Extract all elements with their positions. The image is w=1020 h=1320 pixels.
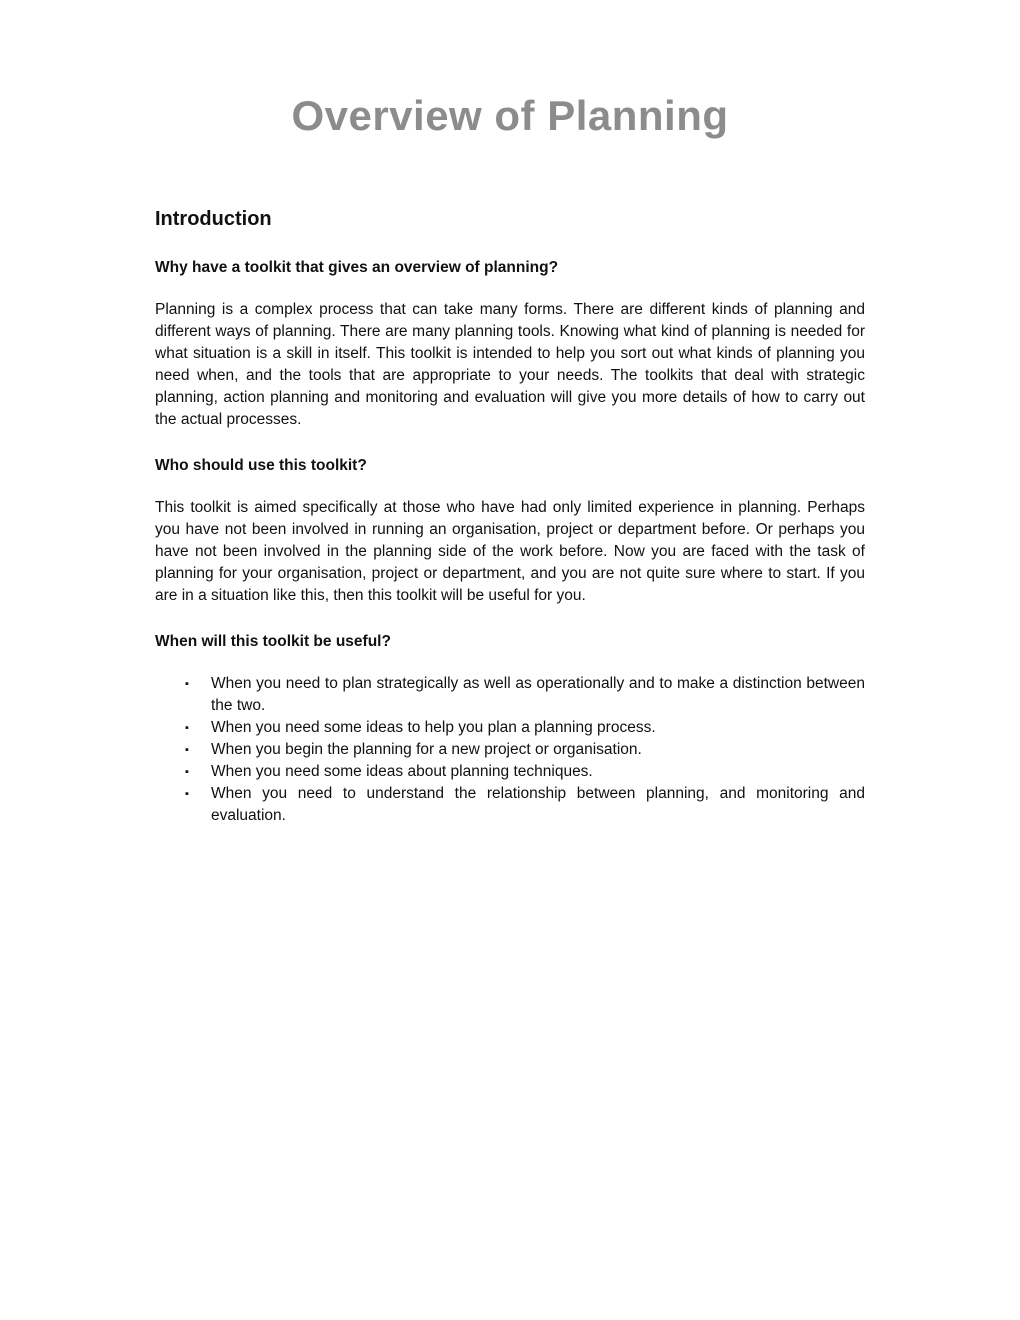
list-item [185,673,865,717]
list-item-text: When you need some ideas about planning techniques. [211,763,593,780]
square-bullet-icon: ▪ [185,788,189,800]
square-bullet-icon: ▪ [185,766,189,778]
list-item-text: When you begin the planning for a new project or organisation. [211,741,642,758]
intro-heading: Introduction [155,208,272,230]
square-bullet-icon: ▪ [185,678,189,690]
list-item [185,717,865,739]
list-item-text: When you need some ideas to help you plan a planning process. [211,719,656,736]
list-item-text: When you need to plan strategically as well as operationally and to make a distinction between the two. [211,675,865,714]
section-why-paragraph: Planning is a complex process that can take many forms. There are different kinds of planning and different ways of planning. There are many planning tools. Knowing what kind of planning is needed for what situation is a skill in itself. This toolkit is intended to help you sort out what kinds of planning you need when, and the tools that are appropriate to your needs. The toolkits that deal with strategic planning, action planning and monitoring and evaluation will give you more details of how to carry out the actual processes. [155,301,865,428]
section-who-heading: Who should use this toolkit? [155,457,367,474]
list-item [185,783,865,827]
section-why-heading: Why have a toolkit that gives an overview of planning? [155,259,559,276]
usefulness-bullet-list [155,673,865,827]
list-item-text: When you need to understand the relationship between planning, and monitoring and evaluation. [211,785,865,824]
list-item [185,761,865,783]
section-who-paragraph: This toolkit is aimed specifically at those who have had only limited experience in planning. Perhaps you have not been involved in running an organisation, project or department before. Or perhaps you have not been involved in the planning side of the work before. Now you are faced with the task of planning for your organisation, project or department, and you are not quite sure where to start. If you are in a situation like this, then this toolkit will be useful for you. [155,499,865,604]
square-bullet-icon: ▪ [185,744,189,756]
square-bullet-icon: ▪ [185,722,189,734]
page-title: Overview of Planning [291,92,729,139]
section-when-heading: When will this toolkit be useful? [155,633,391,650]
list-item [185,739,865,761]
